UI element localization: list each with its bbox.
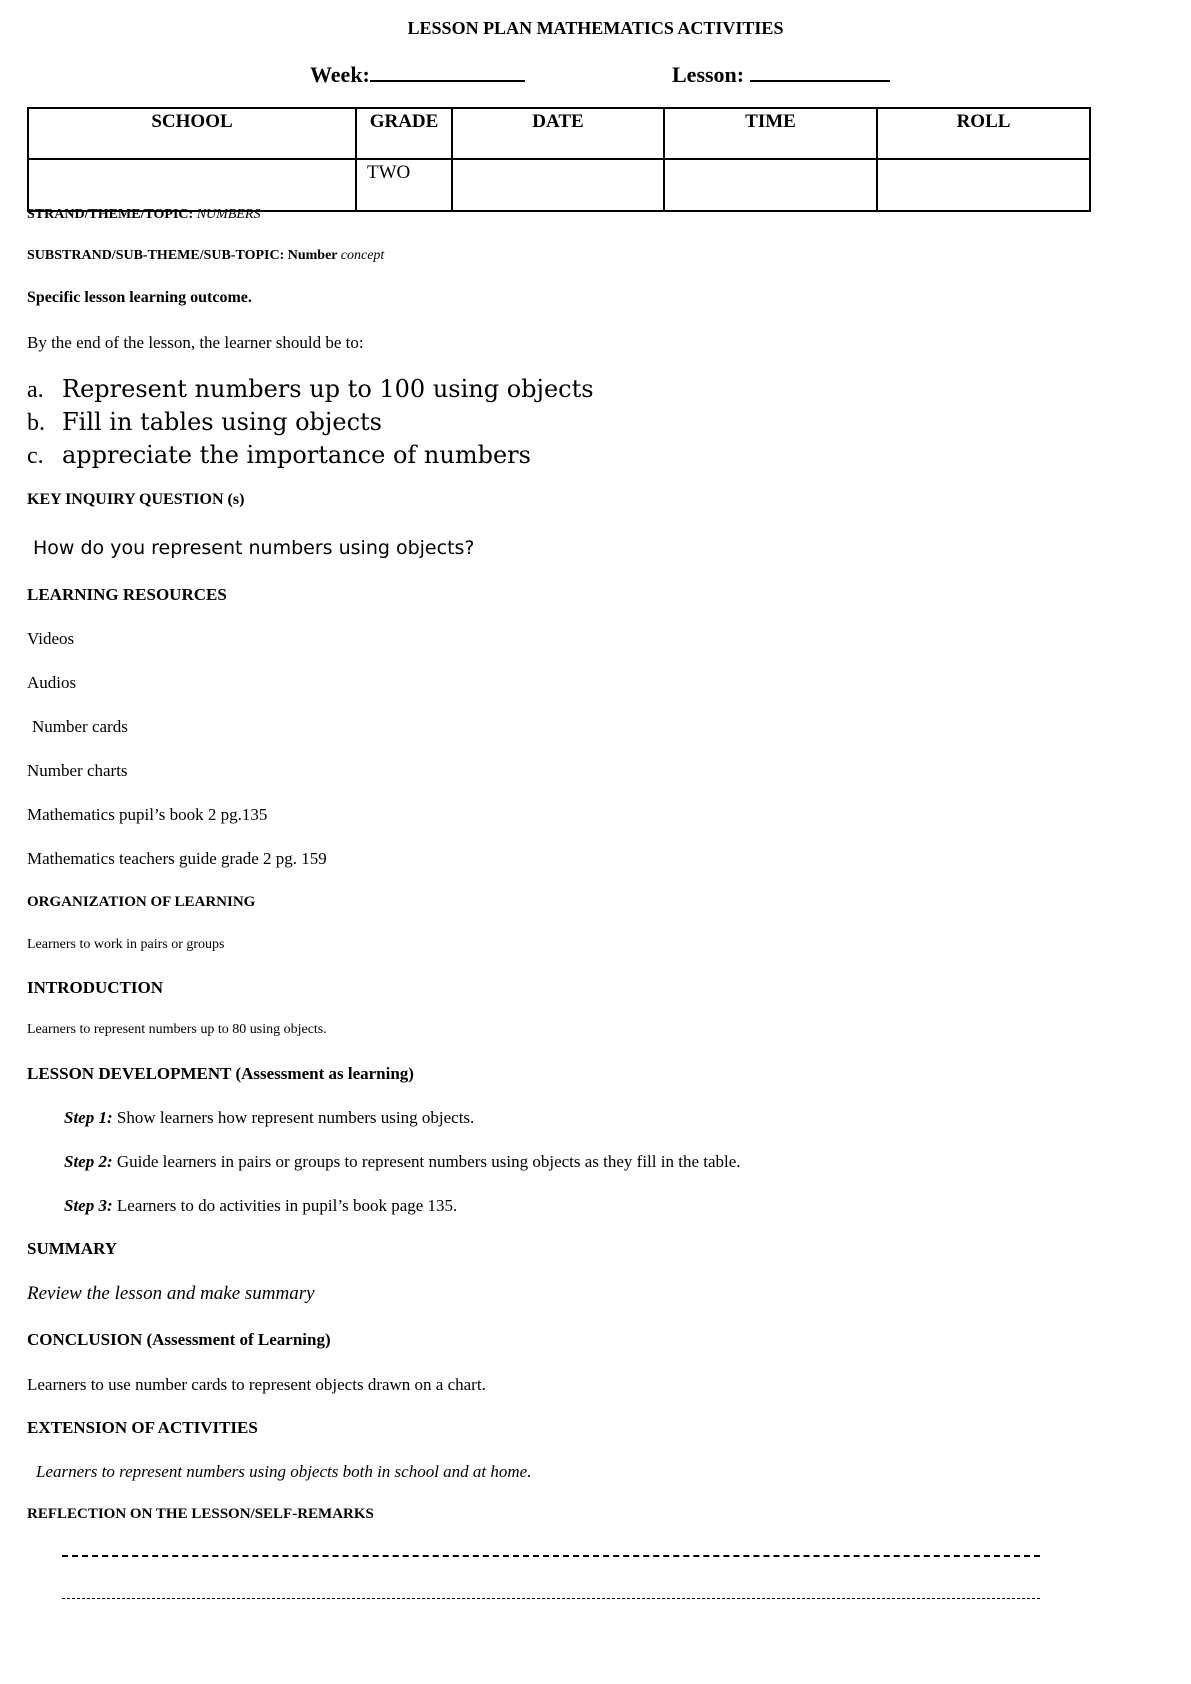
resource-item: Audios (27, 673, 77, 692)
summary-heading: SUMMARY (27, 1239, 118, 1258)
resource-item: Mathematics teachers guide grade 2 pg. 159 (27, 849, 327, 868)
substrand-value: Number (287, 248, 338, 263)
organization-text: Learners to work in pairs or groups (27, 937, 225, 952)
step-label: Step 1: (64, 1108, 113, 1127)
table-header-row (28, 108, 1090, 159)
strand-label: STRAND/THEME/TOPIC: (27, 207, 194, 222)
step-text: Learners to do activities in pupil’s book page 135. (112, 1196, 458, 1215)
summary-text: Review the lesson and make summary (27, 1283, 315, 1304)
extension-heading: EXTENSION OF ACTIVITIES (27, 1418, 258, 1437)
outcome-intro: By the end of the lesson, the learner should be to: (27, 333, 364, 352)
introduction-heading: INTRODUCTION (27, 978, 164, 997)
lesson-header-table (27, 107, 1091, 212)
development-step (64, 1108, 474, 1128)
resource-item: Number cards (32, 717, 128, 736)
col-grade: GRADE (356, 108, 452, 159)
key-inquiry-question: How do you represent numbers using objects? (33, 537, 475, 559)
resource-item: Videos (27, 629, 75, 648)
col-roll: ROLL (877, 108, 1090, 159)
conclusion-text: Learners to use number cards to represent objects drawn on a chart. (27, 1375, 486, 1394)
outcome-letter: c. (27, 443, 44, 469)
reflection-line[interactable] (62, 1598, 1040, 1599)
extension-text: Learners to represent numbers using objects both in school and at home. (36, 1462, 532, 1481)
week-label: Week: (310, 62, 370, 87)
col-date: DATE (452, 108, 664, 159)
strand-value: NUMBERS (196, 207, 261, 222)
resources-heading: LEARNING RESOURCES (27, 585, 227, 604)
cell-date[interactable] (452, 159, 664, 211)
lesson-field (672, 62, 890, 88)
outcome-text: Represent numbers up to 100 using objects (62, 375, 594, 403)
cell-grade[interactable]: TWO (356, 159, 452, 211)
outcome-letter: b. (27, 410, 45, 436)
col-school: SCHOOL (28, 108, 356, 159)
resource-item: Number charts (27, 761, 128, 780)
substrand-label: SUBSTRAND/SUB-THEME/SUB-TOPIC: (27, 248, 285, 263)
reflection-line[interactable] (62, 1555, 1040, 1557)
outcome-heading: Specific lesson learning outcome. (27, 289, 252, 306)
col-time: TIME (664, 108, 877, 159)
key-inquiry-heading: KEY INQUIRY QUESTION (s) (27, 491, 245, 508)
development-heading: LESSON DEVELOPMENT (Assessment as learning) (27, 1064, 414, 1083)
document-title: LESSON PLAN MATHEMATICS ACTIVITIES (407, 18, 784, 38)
development-step (64, 1196, 457, 1216)
conclusion-heading: CONCLUSION (Assessment of Learning) (27, 1330, 331, 1349)
reflection-heading: REFLECTION ON THE LESSON/SELF-REMARKS (27, 1506, 374, 1522)
outcome-text: Fill in tables using objects (62, 408, 382, 436)
substrand-value-italic: concept (340, 248, 385, 263)
step-label: Step 2: (64, 1152, 113, 1171)
introduction-text: Learners to represent numbers up to 80 using objects. (27, 1022, 327, 1037)
cell-school[interactable] (28, 159, 356, 211)
organization-heading: ORGANIZATION OF LEARNING (27, 894, 256, 910)
outcome-item (27, 375, 594, 404)
week-input-line[interactable] (370, 62, 525, 82)
lesson-label: Lesson: (672, 62, 745, 87)
outcome-item (27, 441, 531, 470)
outcome-text: appreciate the importance of numbers (62, 441, 531, 469)
strand-line (27, 207, 260, 223)
step-text: Show learners how represent numbers using objects. (112, 1108, 475, 1127)
lesson-input-line[interactable] (750, 62, 890, 82)
cell-time[interactable] (664, 159, 877, 211)
step-label: Step 3: (64, 1196, 113, 1215)
cell-roll[interactable] (877, 159, 1090, 211)
outcome-letter: a. (27, 377, 44, 403)
development-step (64, 1152, 741, 1172)
resource-item: Mathematics pupil’s book 2 pg.135 (27, 805, 268, 824)
outcome-item (27, 408, 382, 437)
week-field (310, 62, 525, 88)
step-text: Guide learners in pairs or groups to represent numbers using objects as they fill in the table. (112, 1152, 741, 1171)
substrand-line (27, 248, 384, 264)
table-row (28, 159, 1090, 211)
